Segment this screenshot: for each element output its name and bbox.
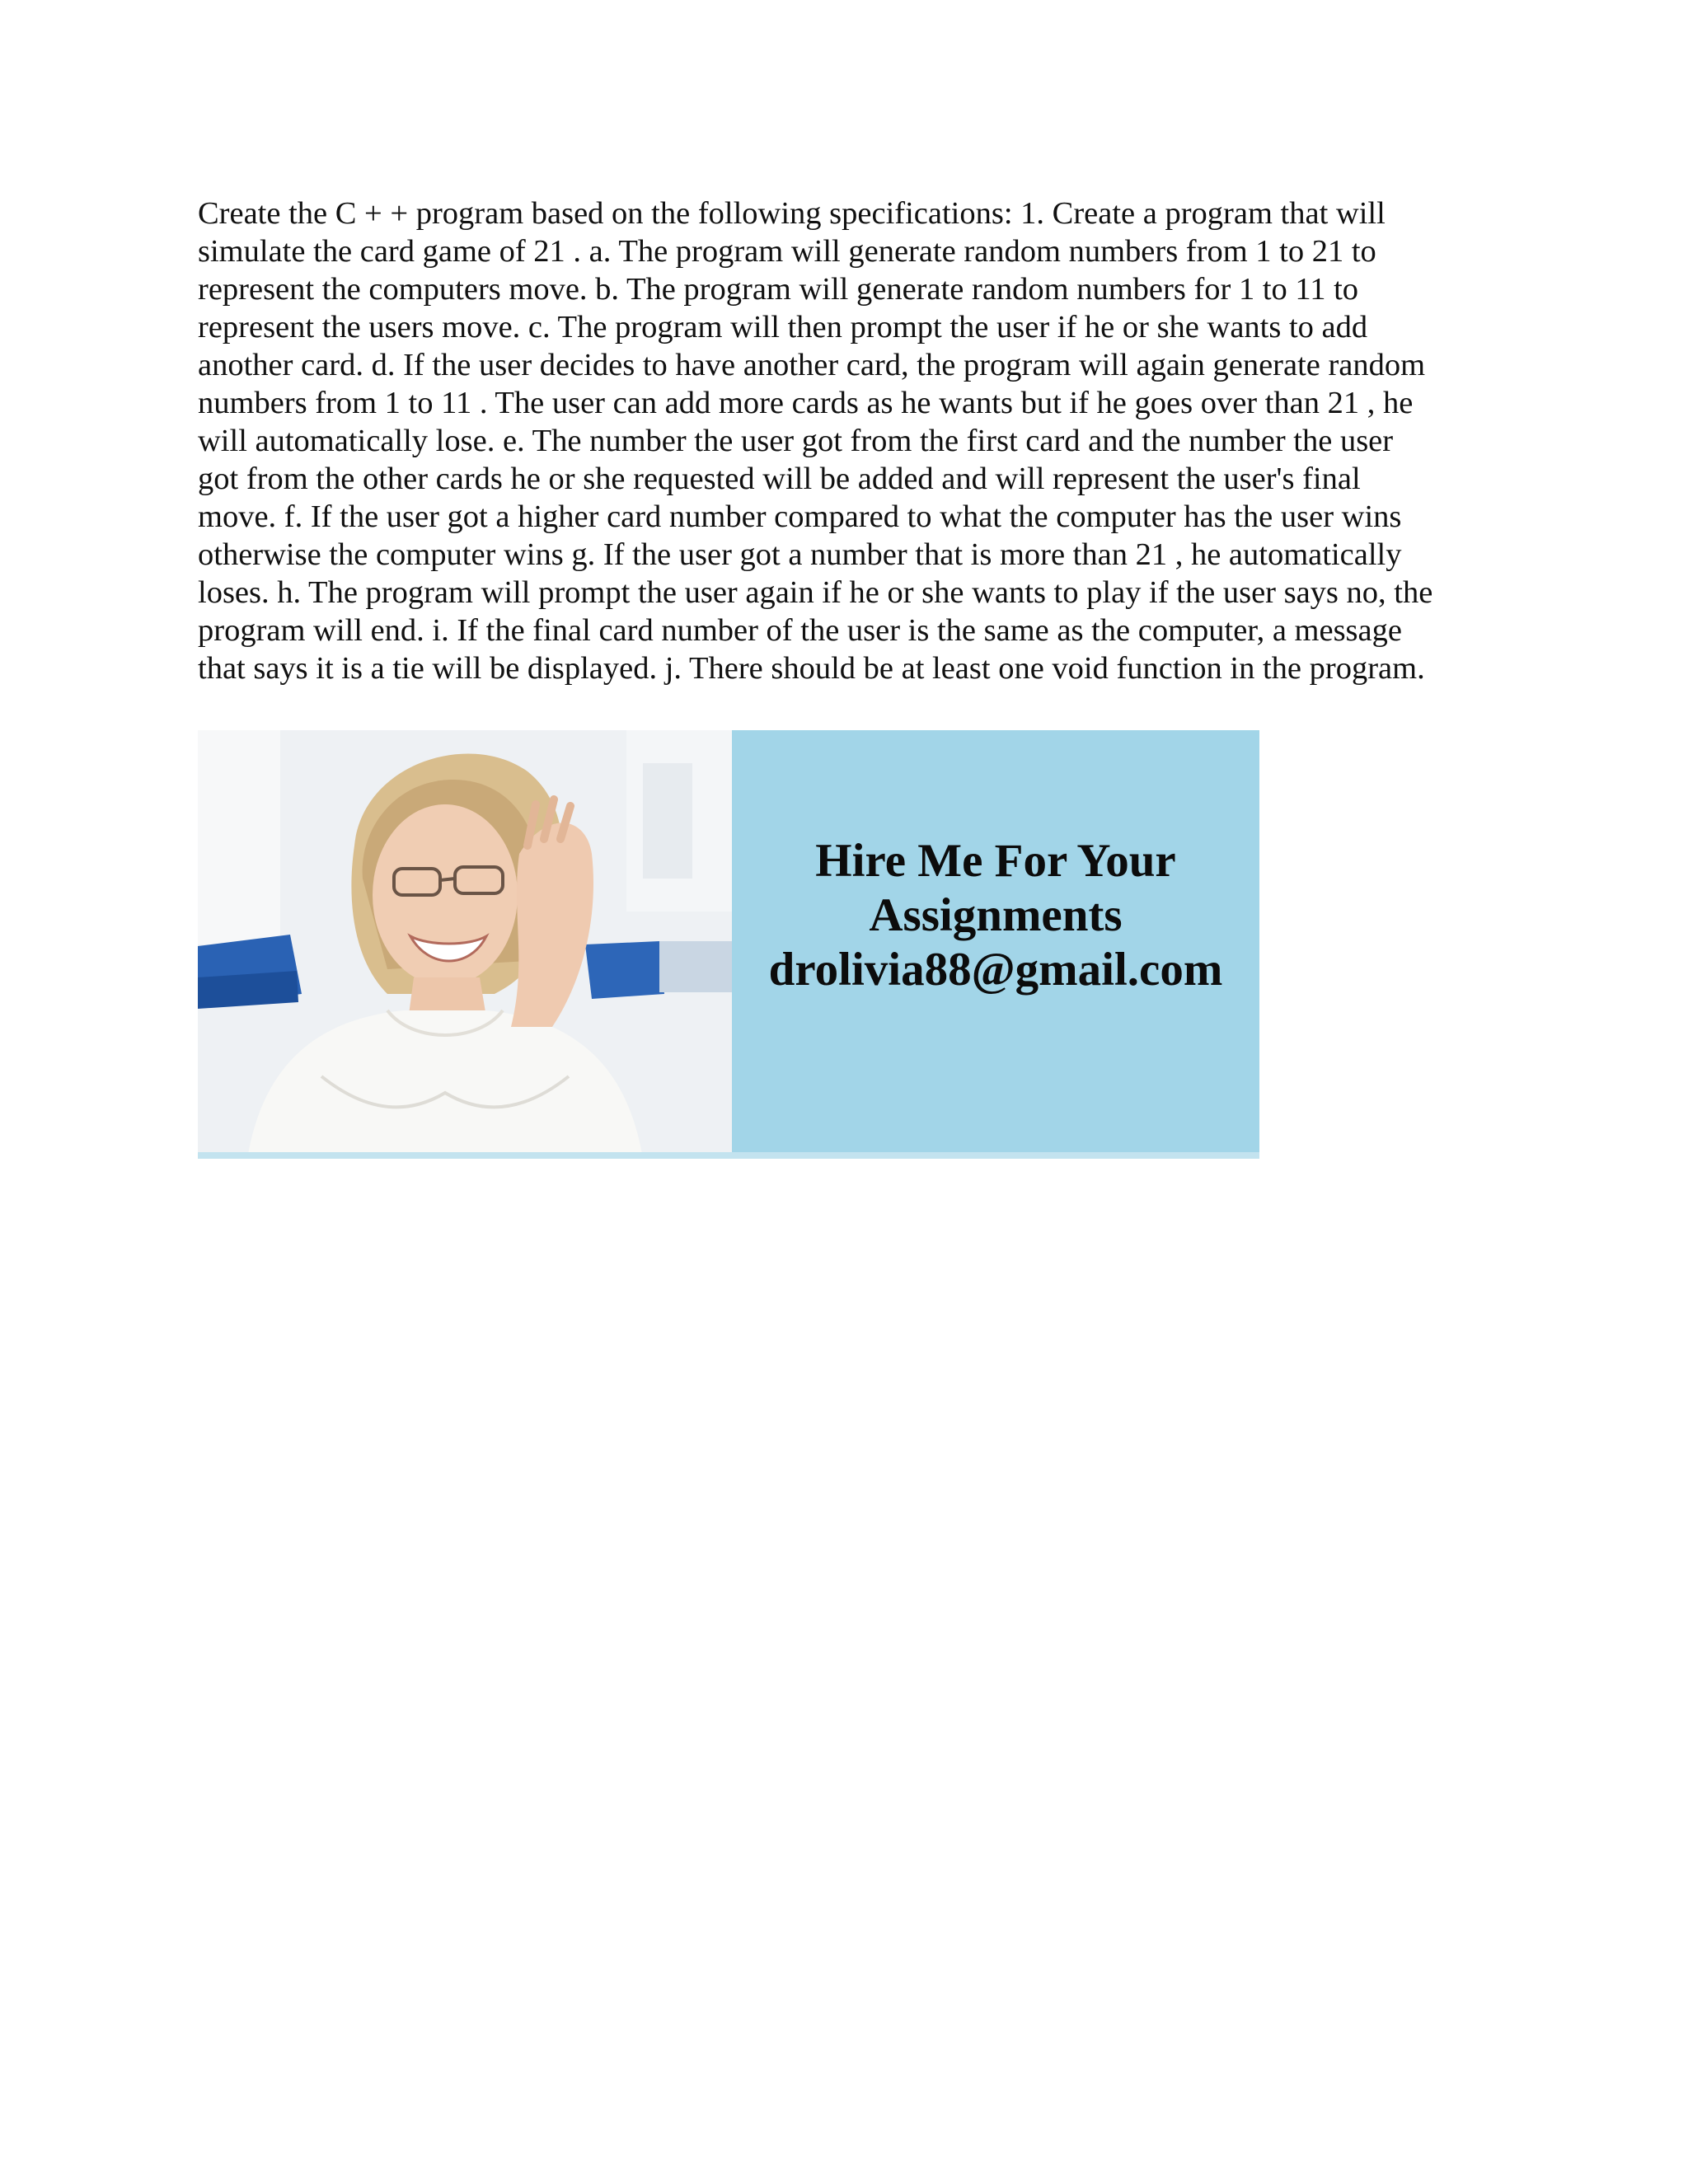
- assignment-paragraph: [198, 194, 1500, 687]
- smiling-woman-photo: [198, 730, 732, 1159]
- paragraph-line: another card. d. If the user decides to have another card, the program will again generate random: [198, 348, 1426, 382]
- banner-bottom-strip: [198, 1152, 1259, 1159]
- paragraph-line: numbers from 1 to 11 . The user can add more cards as he wants but if he goes over than 21 , he: [198, 386, 1414, 420]
- photo-illustration: [198, 730, 732, 1159]
- advert-banner: [198, 730, 1259, 1159]
- paragraph-line: got from the other cards he or she requested will be added and will represent the user's final: [198, 462, 1361, 496]
- paragraph-line: loses. h. The program will prompt the user again if he or she wants to play if the user says no, the: [198, 575, 1433, 610]
- paragraph-line: program will end. i. If the final card number of the user is the same as the computer, a message: [198, 613, 1402, 648]
- paragraph-line: simulate the card game of 21 . a. The program will generate random numbers from 1 to 21 to: [198, 234, 1376, 269]
- paragraph-line: will automatically lose. e. The number the user got from the first card and the number the user: [198, 424, 1394, 458]
- paragraph-line: move. f. If the user got a higher card number compared to what the computer has the user wins: [198, 499, 1402, 534]
- paragraph-line: represent the users move. c. The program will then prompt the user if he or she wants to add: [198, 310, 1368, 344]
- promo-headline: Hire Me For Your: [815, 835, 1176, 887]
- promo-panel: [732, 730, 1259, 1159]
- paragraph-line: Create the C + + program based on the following specifications: 1. Create a program that will: [198, 196, 1386, 231]
- promo-subheadline: Assignments: [869, 889, 1123, 941]
- paragraph-line: that says it is a tie will be displayed. j. There should be at least one void function in the program.: [198, 651, 1425, 686]
- paragraph-line: represent the computers move. b. The program will generate random numbers for 1 to 11 to: [198, 272, 1359, 307]
- promo-email: drolivia88@gmail.com: [768, 944, 1223, 996]
- paragraph-line: otherwise the computer wins g. If the user got a number that is more than 21 , he automatically: [198, 537, 1402, 572]
